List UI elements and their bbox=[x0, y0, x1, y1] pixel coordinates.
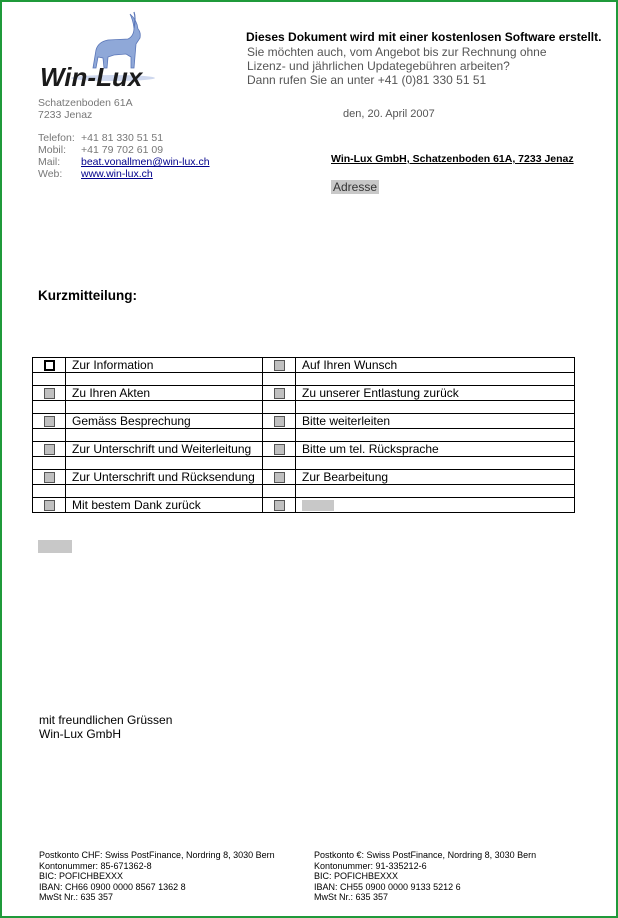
spacer-cell bbox=[296, 485, 575, 498]
checkbox-cell bbox=[33, 498, 66, 513]
option-row bbox=[33, 442, 575, 457]
spacer-cell bbox=[66, 401, 263, 414]
options-table bbox=[32, 357, 575, 513]
logo-text: Win-Lux bbox=[40, 62, 143, 90]
footer-right-line: Kontonummer: 91-335212-6 bbox=[314, 860, 427, 871]
option-label-left: Zur Unterschrift und Rücksendung bbox=[66, 470, 263, 485]
spacer-cell bbox=[263, 373, 296, 386]
spacer-cell bbox=[33, 485, 66, 498]
option-label-left: Zur Unterschrift und Weiterleitung bbox=[66, 442, 263, 457]
option-row bbox=[33, 498, 575, 513]
checkbox-right[interactable] bbox=[274, 360, 285, 371]
promo-line-3: Dann rufen Sie an unter +41 (0)81 330 51 51 bbox=[247, 73, 487, 87]
checkbox-cell bbox=[263, 470, 296, 485]
spacer-cell bbox=[66, 485, 263, 498]
checkbox-cell bbox=[263, 414, 296, 429]
footer-right-line: Postkonto €: Swiss PostFinance, Nordring 8, 3030 Bern bbox=[314, 850, 537, 860]
checkbox-cell bbox=[33, 470, 66, 485]
closing-greeting: mit freundlichen Grüssen bbox=[39, 713, 173, 727]
spacer-cell bbox=[296, 373, 575, 386]
option-row bbox=[33, 386, 575, 401]
checkbox-right[interactable] bbox=[274, 472, 285, 483]
option-row bbox=[33, 414, 575, 429]
web-label: Web: bbox=[38, 168, 63, 180]
closing-company: Win-Lux GmbH bbox=[39, 727, 122, 741]
spacer-cell bbox=[263, 485, 296, 498]
ibex-icon bbox=[38, 10, 198, 90]
option-label-right bbox=[296, 498, 575, 513]
option-label-right: Zu unserer Entlastung zurück bbox=[296, 386, 575, 401]
spacer-cell bbox=[66, 457, 263, 470]
mail-link[interactable]: beat.vonallmen@win-lux.ch bbox=[81, 156, 210, 168]
mobile-label: Mobil: bbox=[38, 144, 67, 156]
promo-line-2: Lizenz- und jährlichen Updategebühren arbeiten? bbox=[247, 59, 510, 73]
phone-label: Telefon: bbox=[38, 132, 75, 144]
web-link[interactable]: www.win-lux.ch bbox=[81, 168, 153, 180]
checkbox-left[interactable] bbox=[44, 360, 55, 371]
spacer-cell bbox=[66, 429, 263, 442]
footer-left-line: MwSt Nr.: 635 357 bbox=[39, 892, 114, 902]
row-spacer bbox=[33, 485, 575, 498]
checkbox-left[interactable] bbox=[44, 416, 55, 427]
option-row bbox=[33, 358, 575, 373]
checkbox-right[interactable] bbox=[274, 388, 285, 399]
mobile-value: +41 79 702 61 09 bbox=[81, 144, 164, 156]
footer-left-line: IBAN: CH66 0900 0000 8567 1362 8 bbox=[39, 881, 186, 892]
checkbox-left[interactable] bbox=[44, 500, 55, 511]
footer-right-line: MwSt Nr.: 635 357 bbox=[314, 892, 389, 902]
company-city: 7233 Jenaz bbox=[38, 109, 93, 121]
checkbox-cell bbox=[263, 386, 296, 401]
promo-line-1: Sie möchten auch, vom Angebot bis zur Rechnung ohne bbox=[247, 45, 547, 59]
checkbox-cell bbox=[33, 414, 66, 429]
checkbox-cell bbox=[263, 358, 296, 373]
row-spacer bbox=[33, 373, 575, 386]
option-label-right: Bitte weiterleiten bbox=[296, 414, 575, 429]
spacer-cell bbox=[263, 429, 296, 442]
checkbox-left[interactable] bbox=[44, 472, 55, 483]
option-label-right: Auf Ihren Wunsch bbox=[296, 358, 575, 373]
mail-label: Mail: bbox=[38, 156, 61, 168]
spacer-cell bbox=[296, 429, 575, 442]
page-title: Kurzmitteilung: bbox=[38, 288, 137, 303]
footer-right-line: IBAN: CH55 0900 0000 9133 5212 6 bbox=[314, 881, 461, 892]
checkbox-cell bbox=[263, 442, 296, 457]
option-row bbox=[33, 470, 575, 485]
footer-left-line: Kontonummer: 85-671362-8 bbox=[39, 860, 152, 871]
spacer-cell bbox=[263, 457, 296, 470]
footer-left-line: BIC: POFICHBEXXX bbox=[39, 871, 124, 881]
company-logo bbox=[38, 10, 198, 90]
option-label-left: Gemäss Besprechung bbox=[66, 414, 263, 429]
spacer-cell bbox=[33, 457, 66, 470]
checkbox-left[interactable] bbox=[44, 444, 55, 455]
footer-left-line: Postkonto CHF: Swiss PostFinance, Nordring 8, 3030 Bern bbox=[39, 850, 275, 860]
checkbox-cell bbox=[33, 442, 66, 457]
checkbox-right[interactable] bbox=[274, 444, 285, 455]
spacer-cell bbox=[66, 373, 263, 386]
spacer-cell bbox=[33, 373, 66, 386]
option-label-left: Zur Information bbox=[66, 358, 263, 373]
row-spacer bbox=[33, 429, 575, 442]
footer-right bbox=[314, 850, 536, 903]
notes-field[interactable] bbox=[38, 540, 72, 553]
option-label-right: Bitte um tel. Rücksprache bbox=[296, 442, 575, 457]
custom-option-field[interactable] bbox=[302, 500, 334, 511]
checkbox-cell bbox=[263, 498, 296, 513]
letter-date: den, 20. April 2007 bbox=[343, 108, 435, 120]
phone-value: +41 81 330 51 51 bbox=[81, 132, 164, 144]
checkbox-right[interactable] bbox=[274, 500, 285, 511]
checkbox-left[interactable] bbox=[44, 388, 55, 399]
option-label-left: Zu Ihren Akten bbox=[66, 386, 263, 401]
spacer-cell bbox=[33, 401, 66, 414]
checkbox-cell bbox=[33, 358, 66, 373]
footer-right-line: BIC: POFICHBEXXX bbox=[314, 871, 399, 881]
row-spacer bbox=[33, 457, 575, 470]
checkbox-cell bbox=[33, 386, 66, 401]
sender-line: Win-Lux GmbH, Schatzenboden 61A, 7233 Jenaz bbox=[331, 153, 574, 165]
address-field[interactable]: Adresse bbox=[333, 180, 378, 194]
row-spacer bbox=[33, 401, 575, 414]
checkbox-right[interactable] bbox=[274, 416, 285, 427]
option-label-left: Mit bestem Dank zurück bbox=[66, 498, 263, 513]
footer-left bbox=[39, 850, 275, 903]
spacer-cell bbox=[263, 401, 296, 414]
option-label-right: Zur Bearbeitung bbox=[296, 470, 575, 485]
promo-title: Dieses Dokument wird mit einer kostenlosen Software erstellt. bbox=[246, 30, 602, 44]
company-street: Schatzenboden 61A bbox=[38, 97, 133, 109]
spacer-cell bbox=[296, 457, 575, 470]
spacer-cell bbox=[33, 429, 66, 442]
spacer-cell bbox=[296, 401, 575, 414]
